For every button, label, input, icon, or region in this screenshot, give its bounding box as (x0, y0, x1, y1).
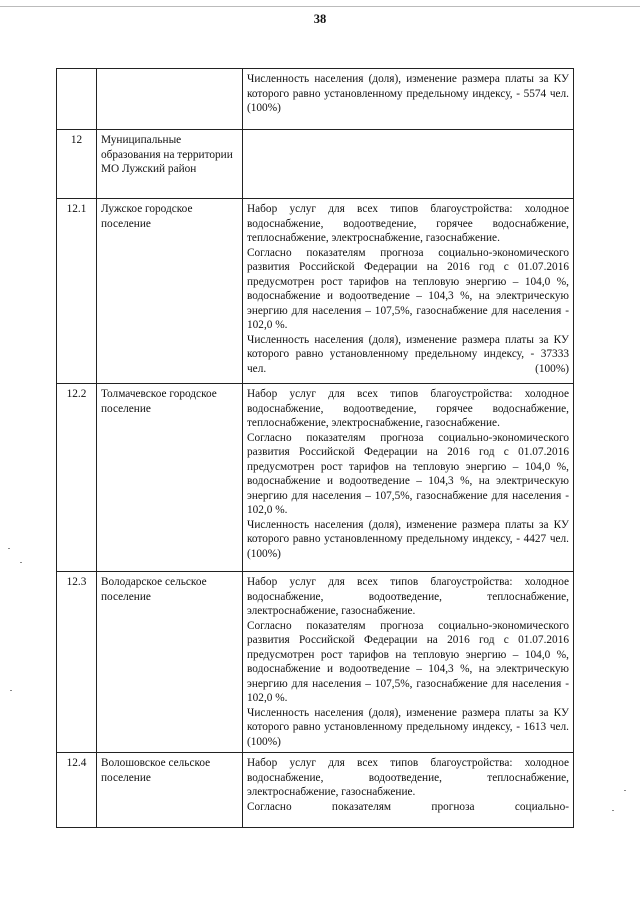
row-number: 12.1 (57, 199, 97, 384)
table-row-12-1 (57, 199, 574, 384)
services-paragraph: Набор услуг для всех типов благоустройства: холодное водоснабжение, водоотведение, горячее водоснабжение, теплоснабжение, электроснабжение, газоснабжение. (247, 388, 569, 429)
row-number (57, 69, 97, 130)
row-description (243, 69, 574, 130)
row-description (243, 753, 574, 828)
row-number: 12.2 (57, 384, 97, 572)
page-top-rule (0, 6, 640, 7)
population-paragraph: Численность населения (доля), изменение размера платы за КУ которого равно установленному предельному индексу, - 4427 чел. (100%) (247, 518, 569, 560)
row-description (243, 199, 574, 384)
municipality-name: Волошовское сельское поселение (97, 753, 243, 828)
services-paragraph: Набор услуг для всех типов благоустройства: холодное водоснабжение, водоотведение, теплоснабжение, электроснабжение, газоснабжение. (247, 576, 569, 617)
forecast-paragraph: Согласно показателям прогноза социально-экономического развития Российской Федерации на 2016 год с 01.07.2016 предусмотрен рост тарифов на тепловую энергию – 104,0 %, водоснабжение и водоотведение – 104,3 %, на электрическую энергию для населения – 107,5%, газоснабжение для населения - 102,0 %. (247, 431, 569, 516)
scan-speck (612, 810, 614, 811)
scan-speck (624, 790, 626, 791)
population-paragraph: Численность населения (доля), изменение размера платы за КУ которого равно установленному предельному индексу, - 37333 чел. (100%) (247, 333, 569, 375)
row-number: 12.4 (57, 753, 97, 828)
forecast-paragraph: Согласно показателям прогноза социально-экономического развития Российской Федерации на 2016 год с 01.07.2016 предусмотрен рост тарифов на тепловую энергию – 104,0 %, водоснабжение и водоотведение – 104,3 %, на электрическую энергию для населения – 107,5%, газоснабжение для населения - 102,0 %. (247, 619, 569, 704)
table-row-continuation (57, 69, 574, 130)
description-paragraph: Численность населения (доля), изменение размера платы за КУ которого равно установленному предельному индексу, - 5574 чел. (100%) (247, 73, 569, 114)
services-paragraph: Набор услуг для всех типов благоустройства: холодное водоснабжение, водоотведение, горячее водоснабжение, теплоснабжение, электроснабжение, газоснабжение. (247, 203, 569, 244)
scan-speck (8, 548, 10, 549)
row-description (243, 384, 574, 572)
table-row-12-4 (57, 753, 574, 828)
tariff-table (56, 68, 574, 828)
municipality-name: Толмачевское городское поселение (97, 384, 243, 572)
forecast-paragraph-partial: Согласно показателям прогноза социально- (247, 800, 569, 813)
population-paragraph: Численность населения (доля), изменение размера платы за КУ которого равно установленному предельному индексу, - 1613 чел. (100%) (247, 706, 569, 748)
municipality-name: Володарское сельское поселение (97, 572, 243, 753)
table-row-12-2 (57, 384, 574, 572)
row-number: 12.3 (57, 572, 97, 753)
municipality-name: Муниципальные образования на территории МО Лужский район (97, 130, 243, 199)
table-row-section-12 (57, 130, 574, 199)
page-number: 38 (313, 12, 327, 26)
scan-speck (20, 562, 22, 563)
table-row-12-3 (57, 572, 574, 753)
row-description (243, 572, 574, 753)
forecast-paragraph: Согласно показателям прогноза социально-экономического развития Российской Федерации на 2016 год с 01.07.2016 предусмотрен рост тарифов на тепловую энергию – 104,0 %, водоснабжение и водоотведение – 104,3 %, на электрическую энергию для населения – 107,5%, газоснабжение для населения - 102,0 %. (247, 246, 569, 331)
services-paragraph: Набор услуг для всех типов благоустройства: холодное водоснабжение, водоотведение, теплоснабжение, электроснабжение, газоснабжение. (247, 757, 569, 798)
row-description (243, 130, 574, 199)
scan-speck (10, 690, 12, 691)
municipality-name (97, 69, 243, 130)
municipality-name: Лужское городское поселение (97, 199, 243, 384)
row-number: 12 (57, 130, 97, 199)
